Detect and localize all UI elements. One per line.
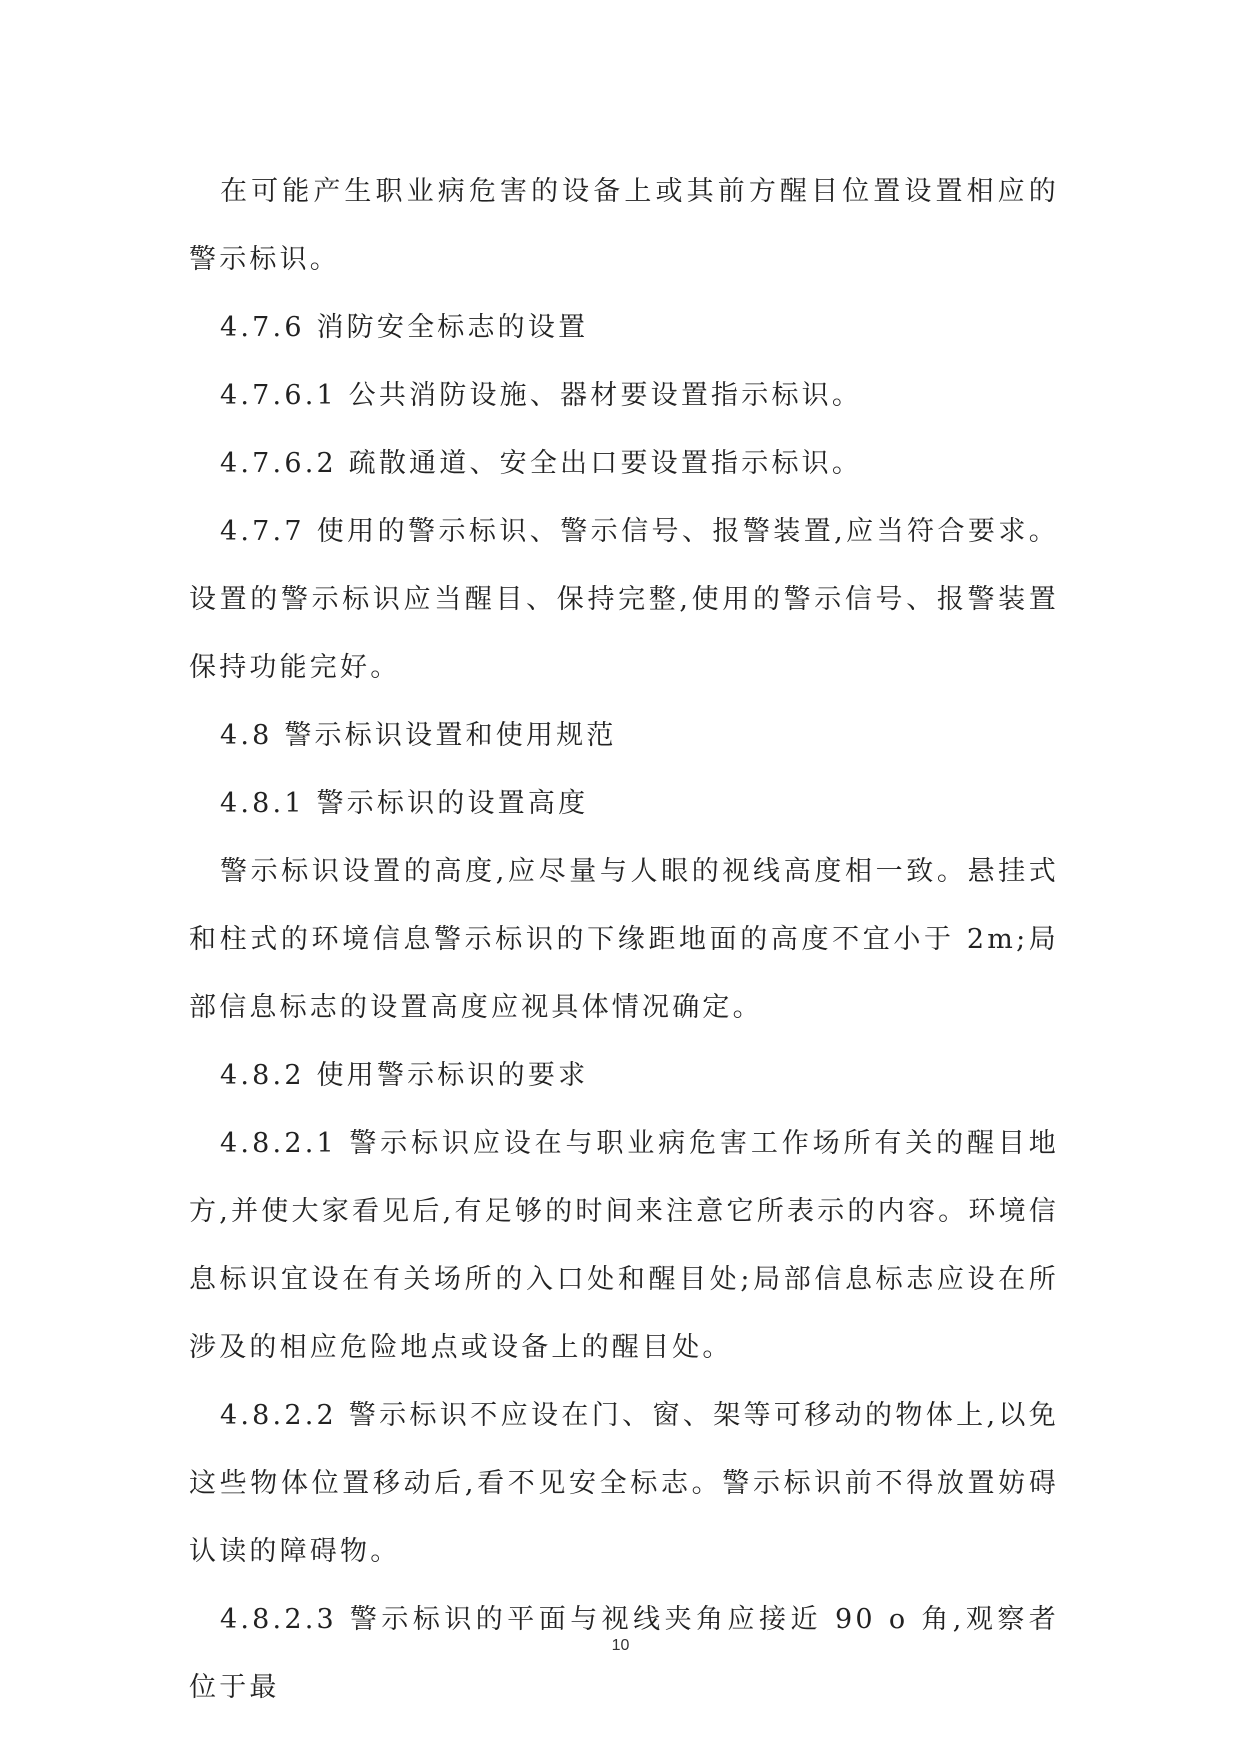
heading-4-8-2: 4.8.2 使用警示标识的要求 <box>220 1060 589 1091</box>
paragraph-4-7-7: 4.7.7 使用的警示标识、警示信号、报警装置,应当符合要求。设置的警示标识应当醒目、保持完整,使用的警示信号、报警装置保持功能完好。 <box>189 516 1059 683</box>
paragraph-4-7-6-1: 4.7.6.1 公共消防设施、器材要设置指示标识。 <box>220 380 863 411</box>
paragraph-4-8-2-3: 4.8.2.3 警示标识的平面与视线夹角应接近 90 o 角,观察者位于最 <box>189 1604 1059 1703</box>
heading-4-7-6: 4.7.6 消防安全标志的设置 <box>220 312 589 343</box>
document-body <box>189 158 1059 1722</box>
page-number: 10 <box>611 1637 630 1654</box>
paragraph-warning-sign-placement: 在可能产生职业病危害的设备上或其前方醒目位置设置相应的警示标识。 <box>189 176 1059 275</box>
heading-4-8: 4.8 警示标识设置和使用规范 <box>220 720 617 751</box>
heading-4-8-1: 4.8.1 警示标识的设置高度 <box>220 788 589 819</box>
paragraph-4-8-2-1: 4.8.2.1 警示标识应设在与职业病危害工作场所有关的醒目地方,并使大家看见后,有足够的时间来注意它所表示的内容。环境信息标识宜设在有关场所的入口处和醒目处;局部信息标志应设在所涉及的相应危险地点或设备上的醒目处。 <box>189 1128 1059 1363</box>
paragraph-4-8-2-2: 4.8.2.2 警示标识不应设在门、窗、架等可移动的物体上,以免这些物体位置移动后,看不见安全标志。警示标识前不得放置妨碍认读的障碍物。 <box>189 1400 1059 1567</box>
paragraph-4-7-6-2: 4.7.6.2 疏散通道、安全出口要设置指示标识。 <box>220 448 863 479</box>
paragraph-sign-height: 警示标识设置的高度,应尽量与人眼的视线高度相一致。悬挂式和柱式的环境信息警示标识的下缘距地面的高度不宜小于 2m;局部信息标志的设置高度应视具体情况确定。 <box>189 856 1059 1023</box>
